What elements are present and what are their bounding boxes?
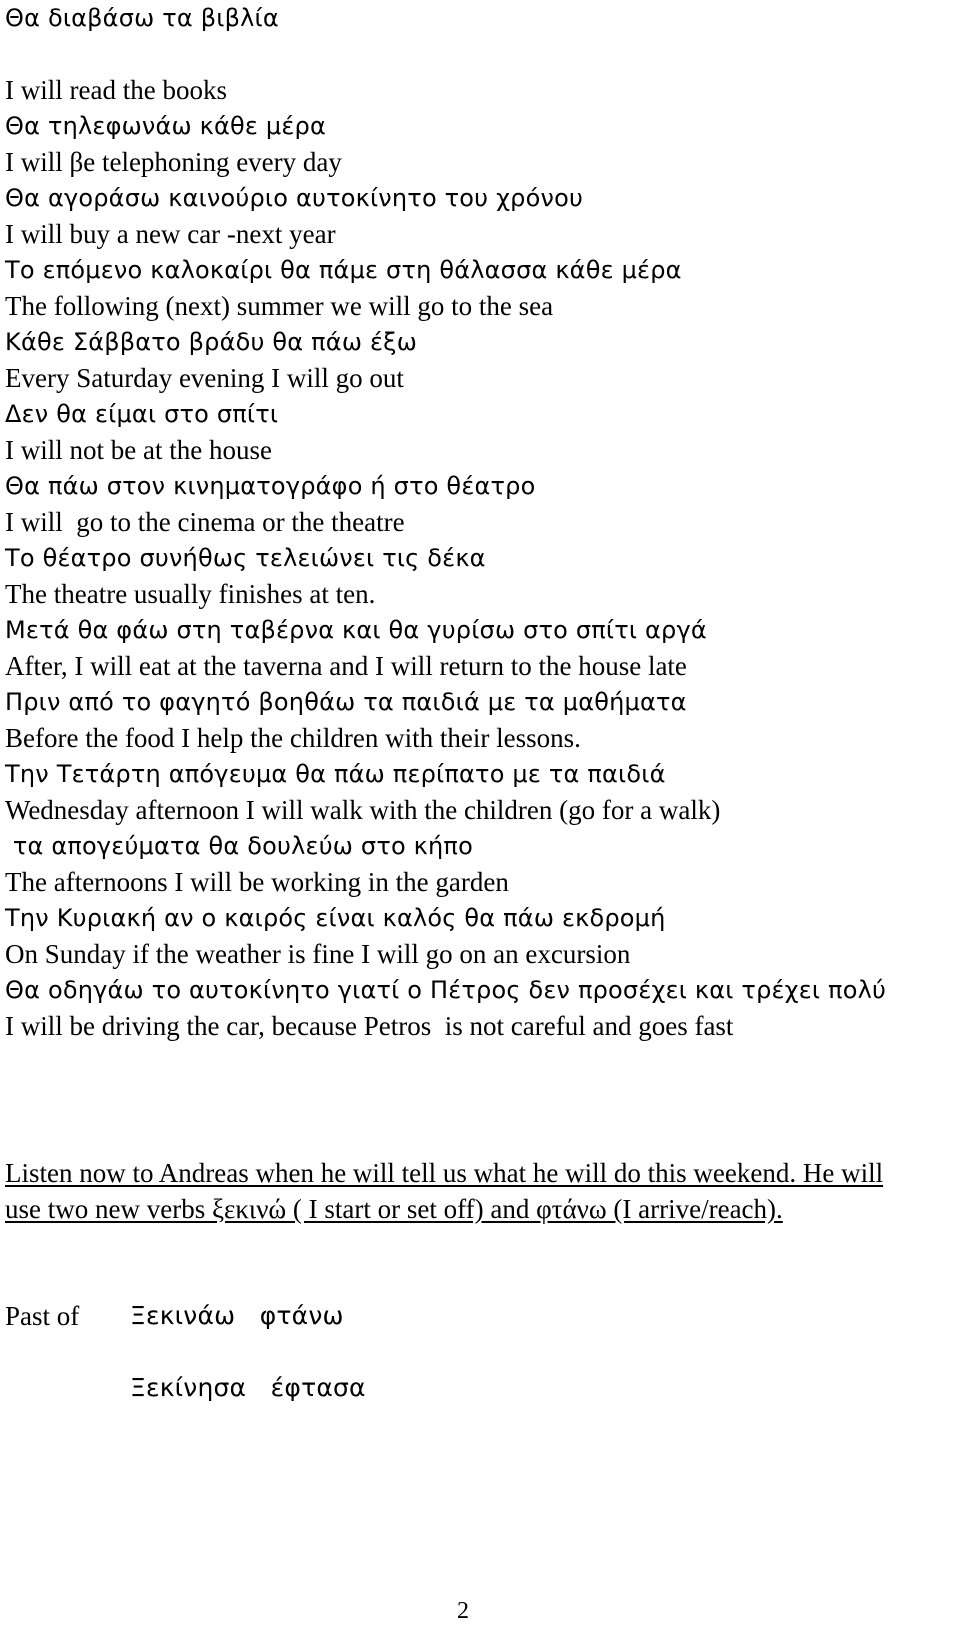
english-translation: The following (next) summer we will go to the sea [5, 291, 554, 321]
greek-sentence: Μετά θα φάω στη ταβέρνα και θα γυρίσω στο σπίτι αργά [5, 616, 707, 644]
english-translation: On Sunday if the weather is fine I will go on an excursion [5, 939, 631, 969]
greek-sentence: Δεν θα είμαι στο σπίτι [5, 400, 279, 428]
greek-sentence: Θα οδηγάω το αυτοκίνητο γιατί ο Πέτρος δεν προσέχει και τρέχει πολύ [5, 976, 887, 1004]
page-number: 2 [457, 1598, 469, 1624]
english-translation: The theatre usually finishes at ten. [5, 579, 376, 609]
english-translation: After, I will eat at the taverna and I will return to the house late [5, 651, 687, 681]
greek-sentence: Το επόμενο καλοκαίρι θα πάμε στη θάλασσα κάθε μέρα [5, 256, 682, 284]
listening-instruction: Listen now to Andreas when he will tell us what he will do this weekend. He will use two new verbs ξεκινώ ( I start or set off) and φτάνω (I arrive/reach). [5, 1158, 884, 1224]
greek-sentence: Θα διαβάσω τα βιβλία [5, 4, 279, 32]
english-translation: Before the food I help the children with their lessons. [5, 723, 581, 753]
greek-sentence: Θα αγοράσω καινούριο αυτοκίνητο του χρόνου [5, 184, 584, 212]
past-verb-forms: Ξεκίνησα έφτασα [130, 1373, 366, 1402]
english-translation: I will βe telephoning every day [5, 147, 342, 177]
greek-sentence: Θα πάω στον κινηματογράφο ή στο θέατρο [5, 472, 536, 500]
greek-sentence: Το θέατρο συνήθως τελειώνει τις δέκα [5, 544, 486, 572]
english-translation: Every Saturday evening I will go out [5, 363, 404, 393]
greek-sentence: Θα τηλεφωνάω κάθε μέρα [5, 112, 327, 140]
english-translation: The afternoons I will be working in the garden [5, 867, 509, 897]
greek-sentence: τα απογεύματα θα δουλεύω στο κήπο [5, 832, 473, 860]
english-translation: I will read the books [5, 75, 227, 105]
greek-sentence: Την Τετάρτη απόγευμα θα πάω περίπατο με τα παιδιά [5, 760, 666, 788]
english-translation: Wednesday afternoon I will walk with the children (go for a walk) [5, 795, 721, 825]
greek-sentence: Την Κυριακή αν ο καιρός είναι καλός θα πάω εκδρομή [5, 904, 666, 932]
present-verb-forms: Ξεκινάω φτάνω [130, 1301, 344, 1330]
english-translation: I will be driving the car, because Petros is not careful and goes fast [5, 1011, 734, 1041]
english-translation: I will buy a new car -next year [5, 219, 336, 249]
english-translation: I will not be at the house [5, 435, 272, 465]
english-translation: I will go to the cinema or the theatre [5, 507, 405, 537]
past-of-label: Past of [5, 1301, 80, 1331]
greek-sentence: Κάθε Σάββατο βράδυ θα πάω έξω [5, 328, 417, 356]
greek-sentence: Πριν από το φαγητό βοηθάω τα παιδιά με τα μαθήματα [5, 688, 687, 716]
